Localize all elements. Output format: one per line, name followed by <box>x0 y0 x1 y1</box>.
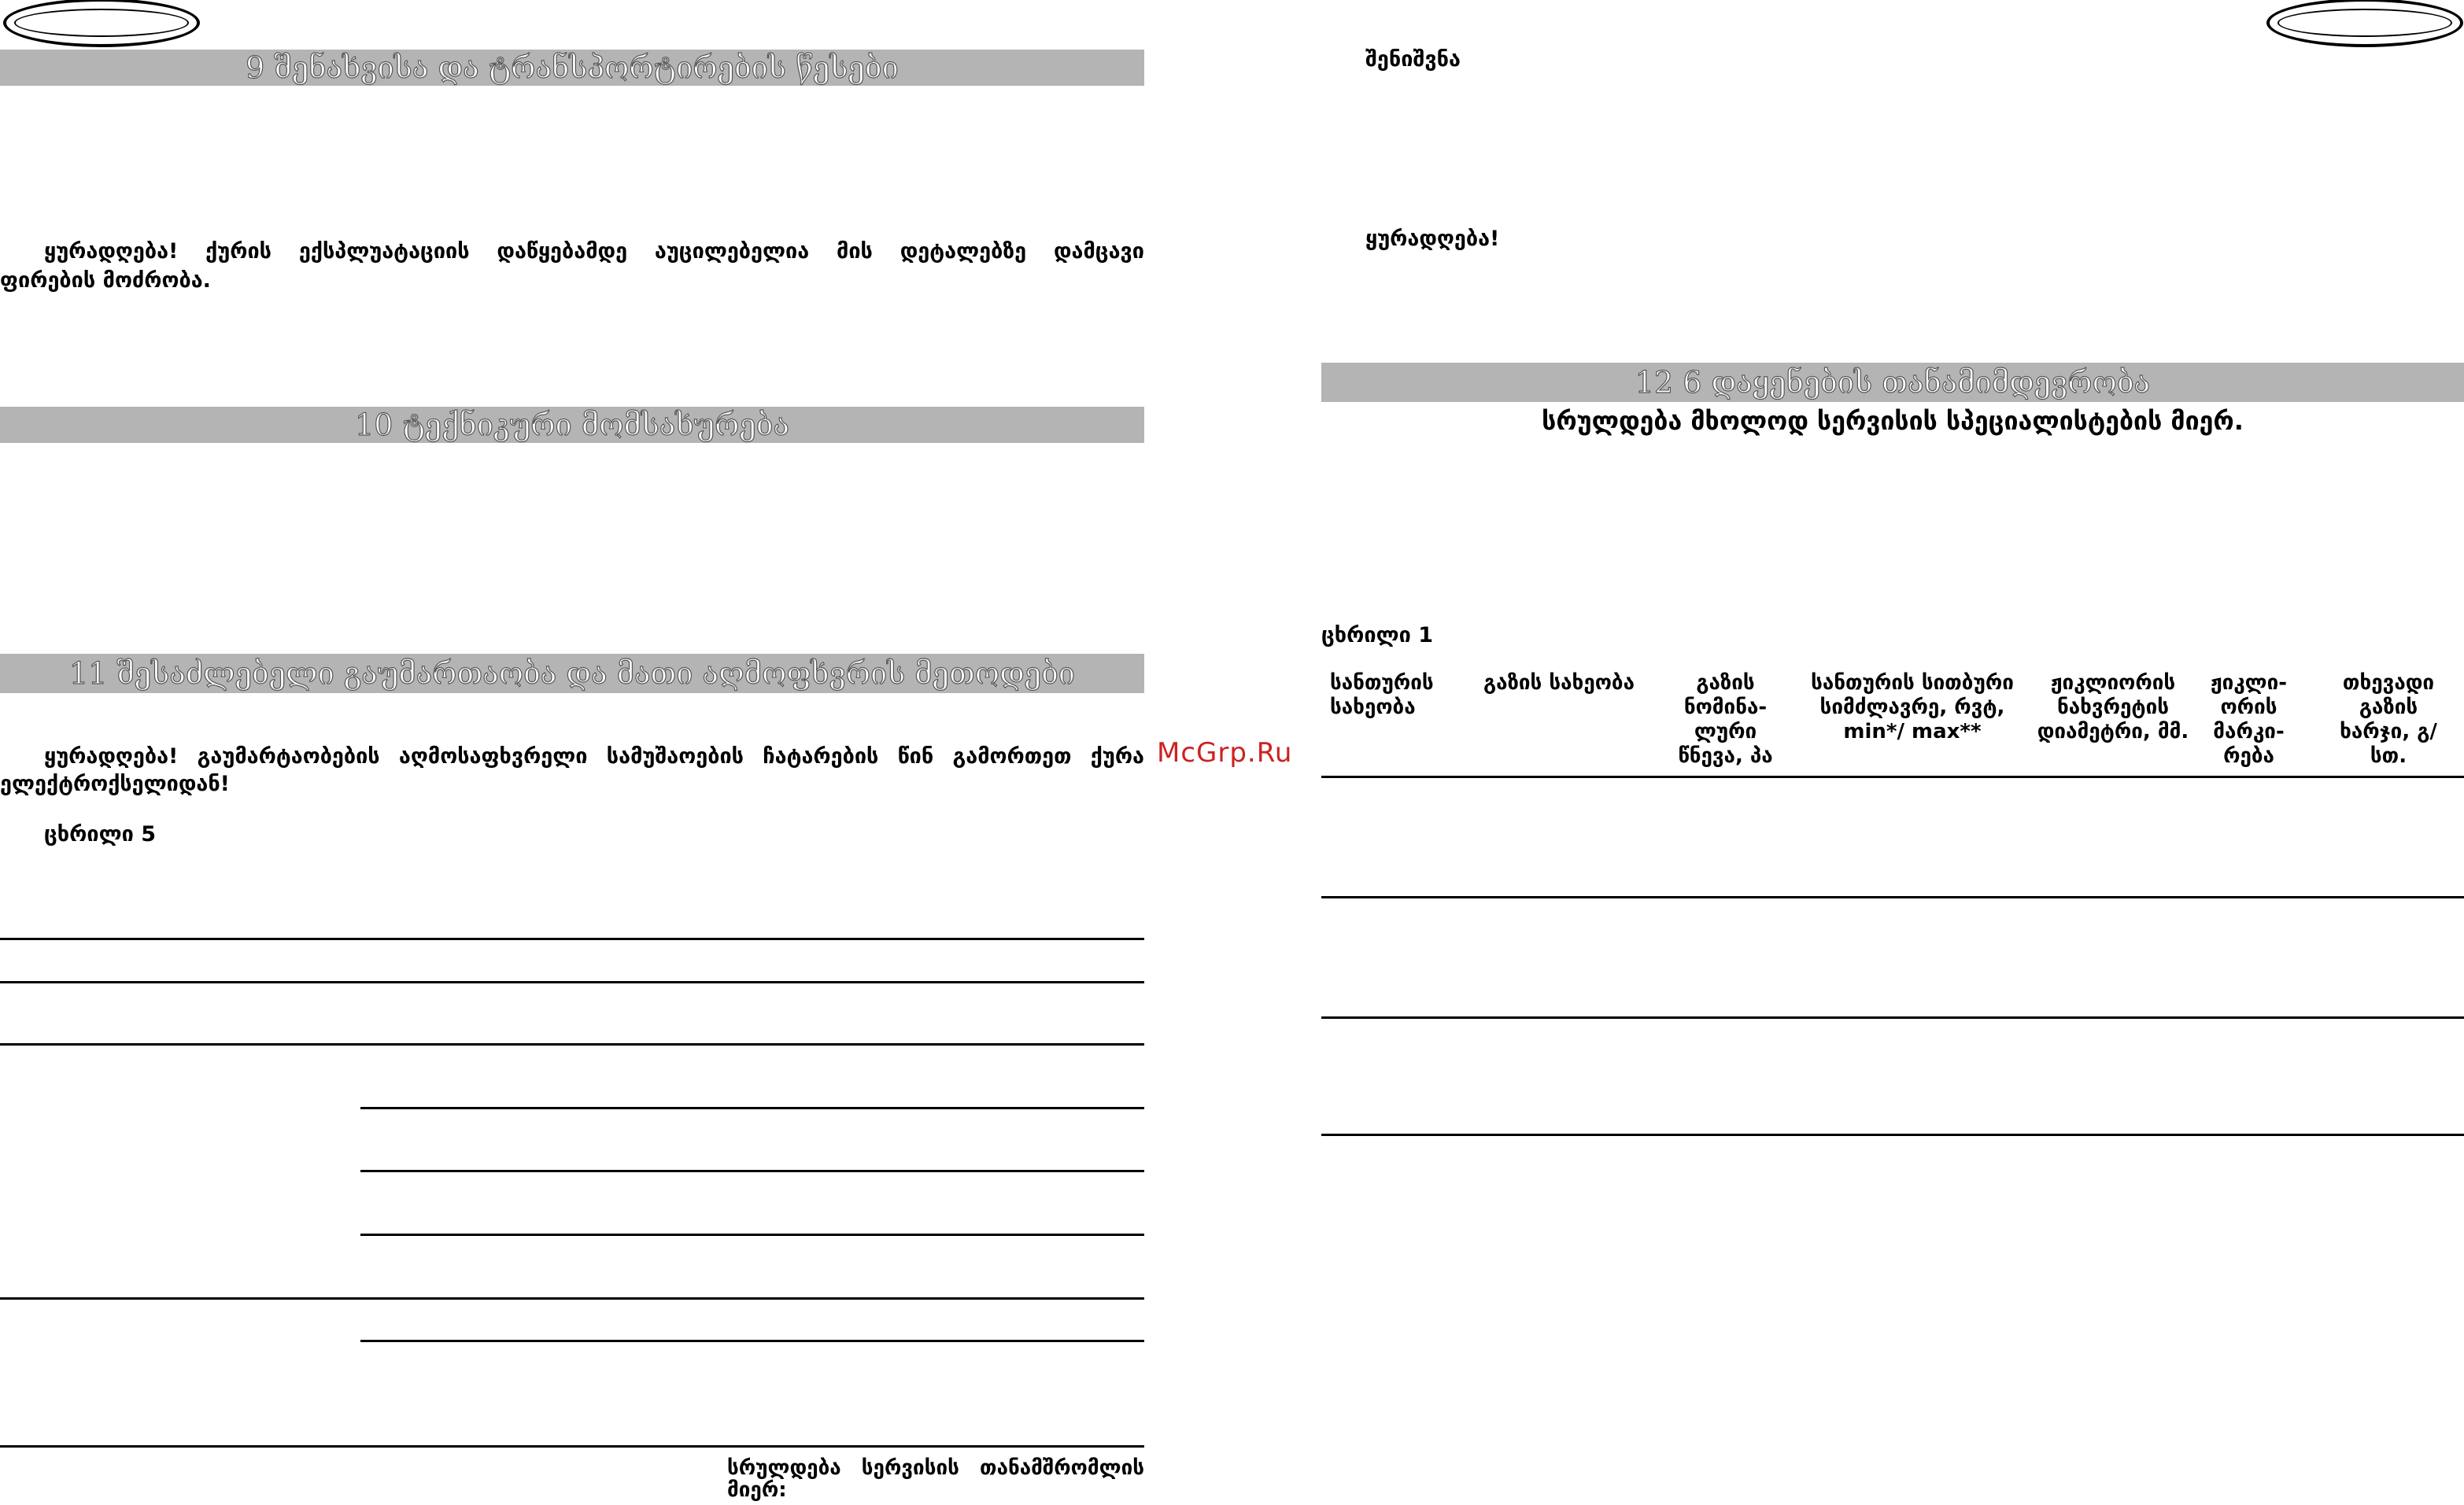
table-1-rule <box>1321 896 2464 898</box>
table-1-header-lpg-consumption: თხევადი გაზის ხარჯი, გ/სთ. <box>2340 671 2437 768</box>
warning-protective-film-line1: ყურადღება! ქურის ექსპლუატაციის დაწყებამდე აუცილებელია მის დეტალებზე დამცავი <box>44 239 1144 264</box>
table-1-rule <box>1321 1134 2464 1136</box>
table-1-caption: ცხრილი 1 <box>1321 623 1433 647</box>
service-note <box>727 1457 1144 1479</box>
brand-logo-right <box>2266 0 2463 47</box>
table-1-header-nominal-pressure: გაზის ნომინა-ლური წნევა, პა <box>1678 671 1773 768</box>
table-5-rule <box>0 938 1144 940</box>
warning-protective-film <box>44 240 1144 264</box>
brand-logo-left <box>3 0 200 47</box>
table-5-rule <box>0 981 1144 983</box>
table-5-caption: ცხრილი 5 <box>44 822 156 847</box>
table-5-rule <box>360 1170 1144 1172</box>
table-5-rule <box>360 1107 1144 1109</box>
warning-protective-film-line2: ფირების მოძრობა. <box>0 268 211 293</box>
table-5-rule <box>0 1043 1144 1046</box>
warning-disconnect <box>44 745 1144 769</box>
table-1-rule <box>1321 1016 2464 1019</box>
table-1-header-burner-type: სანთურის სახეობა <box>1330 671 1434 719</box>
table-1-header-jet-marking: ჟიკლი-ორის მარკი-რება <box>2210 671 2288 768</box>
section-11-heading: 11 შესაძლებელი გაუმართაობა და მათი აღმოფხვრის მეთოდები <box>0 654 1144 693</box>
table-1-header-jet-diameter: ჟიკლიორის ნახვრეტის დიამეტრი, მმ. <box>2037 671 2189 743</box>
table-1-rule <box>1321 776 2464 778</box>
table-5-rule <box>360 1340 1144 1342</box>
section-9-heading: 9 შენახვისა და ტრანსპორტირების წესები <box>0 50 1144 86</box>
table-5-rule <box>0 1297 1144 1300</box>
section-10-heading: 10 ტექნიკური მომსახურება <box>0 407 1144 443</box>
service-note-line2: მიერ: <box>727 1478 787 1502</box>
table-5-rule <box>0 1445 1144 1448</box>
warning-disconnect-line2: ელექტროქსელიდან! <box>0 772 230 796</box>
table-5-rule <box>360 1234 1144 1236</box>
watermark: McGrp.Ru <box>1157 737 1293 769</box>
table-1-header-gas-type: გაზის სახეობა <box>1483 671 1635 695</box>
section-12-subtitle: სრულდება მხოლოდ სერვისის სპეციალისტების მიერ. <box>1542 406 2244 436</box>
warning-disconnect-line1: ყურადღება! გაუმარტაობების აღმოსაფხვრელი სამუშაოების ჩატარების წინ გამორთეთ ქურა <box>44 744 1144 769</box>
section-12-heading: 12 6 დაყენების თანამიმდევრობა <box>1321 363 2464 402</box>
table-1-header-thermal-power: სანთურის სითბური სიმძლავრე, რვტ, min*/ max** <box>1811 671 2014 743</box>
service-note-line1: სრულდება სერვისის თანამშრომლის <box>727 1456 1144 1480</box>
note-label: შენიშვნა <box>1365 47 1461 72</box>
warning-label: ყურადღება! <box>1365 227 1500 251</box>
